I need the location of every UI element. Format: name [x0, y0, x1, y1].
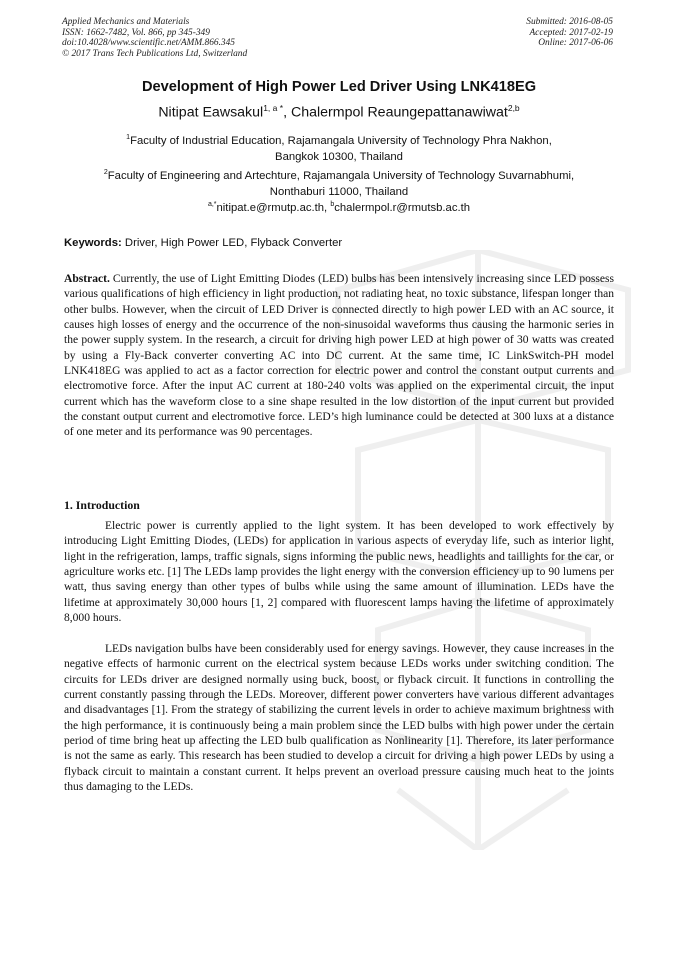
abstract — [64, 272, 614, 441]
journal-meta — [62, 17, 247, 59]
affiliation-1-line-1: Faculty of Industrial Education, Rajamangala University of Technology Phra Nakhon, — [130, 134, 552, 147]
author-1-sup: 1, a * — [263, 103, 284, 113]
author-2-sup: 2,b — [507, 103, 520, 113]
abstract-text: Currently, the use of Light Emitting Diodes (LED) bulbs has been intensively increasing since LED possess various qualifications of high efficiency in light production, not radiating heat, no toxic substance, lifespan longer than other bulbs. However, when the circuit of LED Driver is connected directly to high power LED with an AC source, it causes high losses of energy and the occurrence of the non-sinusoidal waveforms thus causing the harmonic series in the power supply system. In the research, a circuit for driving high power LED at high power of 30 watts was created by using a Fly-Back converter converting AC into DC current. At the same time, IC LinkSwitch-PH model LNK418EG was applied to act as a factor correction for electric power and control the constant output currents and electromotive force. After the input AC current at 180-240 volts was applied on the experimental circuit, the input current which has the waveform close to a sine shape resulted in the low distortion of the input current but provided the constant output current and electromotive force. LED’s high luminance could be detected at 300 luxs at a distance of one meter and its performance was 90 percentages. — [64, 273, 614, 439]
affiliation-1-sup: 1 — [126, 134, 131, 141]
online-date: Online: 2017-06-06 — [538, 38, 613, 49]
author-separator: , — [283, 104, 291, 121]
accepted-date: Accepted: 2017-02-19 — [529, 27, 613, 38]
keywords-label: Keywords: — [64, 237, 122, 249]
email-1-sup: a,* — [207, 201, 217, 208]
keywords — [64, 237, 342, 249]
keywords-text: Driver, High Power LED, Flyback Converter — [121, 237, 343, 249]
intro-paragraph-2: LEDs navigation bulbs have been considerably used for energy savings. However, they cause increases in the negative effects of harmonic current on the electrical system because LEDs works under switching condition. The circuits for LEDs driver are designed normally using buck, boost, or flyback circuit. It functions in controlling the current constantly passing through the LEDs. Moreover, different power converters have various different advantages and disadvantages [1]. From the strategy of stabilizing the current levels in order to achieve maximum brightness with the high performance, it is continuously being a main problem since the LED bulbs with high power under the certain period of time bring heat up affecting the LED bulb qualification as Nonlinearity [1]. Therefore, its later performance is not the same as early. This research has been studied to develop a circuit for driving a high power LEDs by using a flyback circuit to maintain a constant current. It helps prevent an overload pressure causing much heat to the joints thus damaging to the LEDs. — [64, 643, 614, 794]
email-2-sup: b — [330, 201, 335, 208]
submitted-date: Submitted: 2016-08-05 — [526, 17, 613, 27]
author-2: Chalermpol Reaungepattanawiwat — [290, 104, 508, 121]
email-2-link[interactable]: chalermpol.r@rmutsb.ac.th — [334, 201, 471, 214]
affiliation-2-line-2: Nonthaburi 11000, Thailand — [269, 185, 409, 198]
email-line — [0, 201, 678, 214]
email-1-link[interactable]: nitipat.e@rmutp.ac.th, — [216, 201, 331, 214]
journal-name: Applied Mechanics and Materials — [62, 17, 190, 27]
abstract-label: Abstract. — [64, 273, 110, 285]
paper-title: Development of High Power Led Driver Using LNK418EG — [141, 79, 537, 95]
issn-line: ISSN: 1662-7482, Vol. 866, pp 345-349 — [62, 27, 210, 38]
author-1: Nitipat Eawsakul — [158, 104, 264, 121]
author-line — [0, 103, 678, 121]
doi-link[interactable]: doi:10.4028/www.scientific.net/AMM.866.345 — [62, 38, 235, 49]
affiliation-1 — [0, 130, 678, 165]
dates-meta — [526, 17, 613, 49]
affiliation-2-line-1: Faculty of Engineering and Artechture, Rajamangala University of Technology Suvarnabhumi, — [107, 169, 575, 182]
copyright-line: © 2017 Trans Tech Publications Ltd, Switzerland — [62, 48, 248, 59]
section-heading-introduction: 1. Introduction — [64, 498, 140, 512]
intro-paragraph-1: Electric power is currently applied to the light system. It has been developed to work effectively by introducing Light Emitting Diodes, (LEDs) for application in various aspects of everyday life, such as interior light, light in the refrigeration, lamps, traffic signals, signs informing the public news, headlights and taillights for the car, or agriculture works etc. [1] The LEDs lamp provides the light energy with the conversion efficiency up to 90 lumens per watt, thus saving energy than other types of bulbs while using the same amount of illumination. LEDs have the lifetime at approximately 30,000 hours [1, 2] compared with fluorescent lamps having the lifetime of approximately 8,000 hours. — [64, 520, 614, 625]
affiliation-2 — [0, 165, 678, 200]
affiliation-2-sup: 2 — [103, 169, 108, 176]
affiliation-1-line-2: Bangkok 10300, Thailand — [275, 150, 403, 163]
